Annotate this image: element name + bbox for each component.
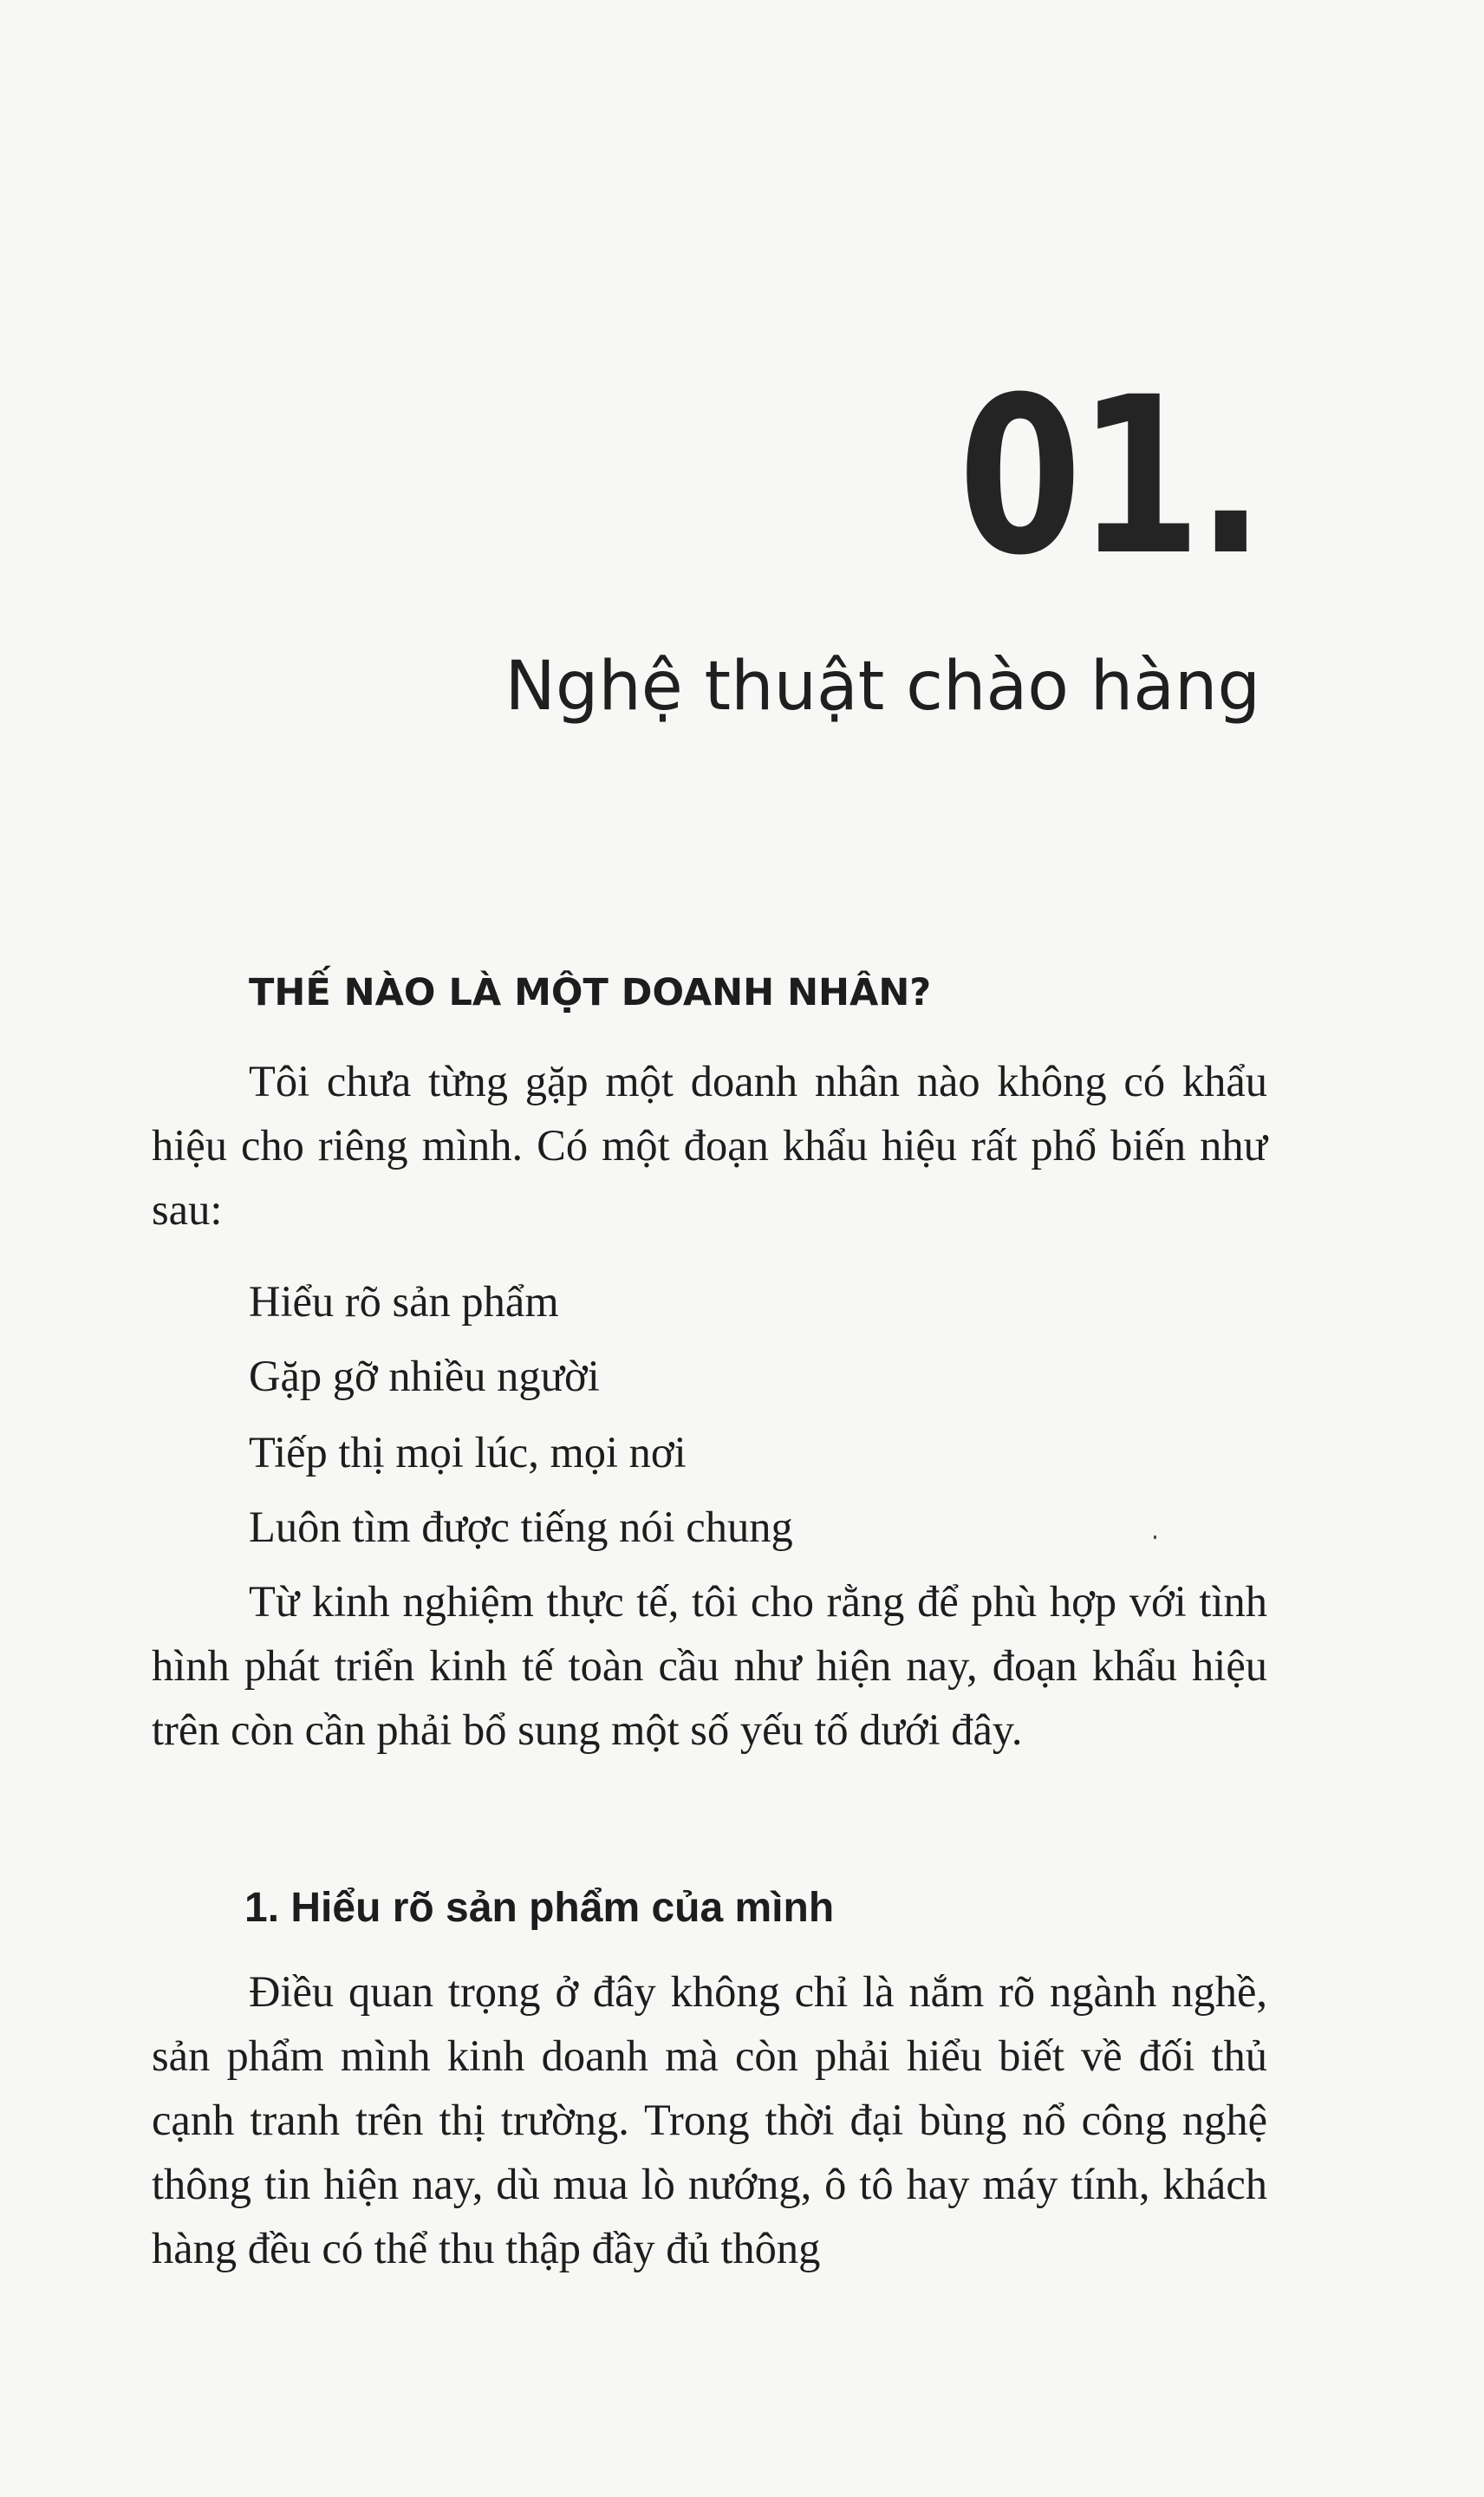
experience-paragraph: Từ kinh nghiệm thực tế, tôi cho rằng để phù hợp với tình hình phát triển kinh tế toàn cầu như hiện nay, đoạn khẩu hiệu trên còn cần phải bổ sung một số yếu tố dưới đây. — [152, 1577, 1267, 1754]
chapter-number: 01. — [958, 350, 1260, 603]
slogan-line: Gặp gỡ nhiều người — [249, 1352, 600, 1400]
slogan-line: Luôn tìm được tiếng nói chung — [249, 1503, 793, 1551]
slogan-line: Hiểu rõ sản phẩm — [249, 1277, 559, 1326]
print-speck — [1154, 1535, 1156, 1539]
chapter-title: Nghệ thuật chào hàng — [504, 648, 1260, 726]
intro-paragraph: Tôi chưa từng gặp một doanh nhân nào không có khẩu hiệu cho riêng mình. Có một đoạn khẩu hiệu rất phổ biến như sau: — [152, 1057, 1267, 1234]
section-heading: THẾ NÀO LÀ MỘT DOANH NHÂN? — [249, 971, 932, 1014]
slogan-line: Tiếp thị mọi lúc, mọi nơi — [249, 1428, 687, 1477]
subsection-paragraph: Điều quan trọng ở đây không chỉ là nắm rõ ngành nghề, sản phẩm mình kinh doanh mà còn phải hiểu biết về đối thủ cạnh tranh trên thị trường. Trong thời đại bùng nổ công nghệ thông tin hiện nay, dù mua lò nướng, ô tô hay máy tính, khách hàng đều có thể thu thập đầy đủ thông — [152, 1967, 1267, 2272]
subsection-heading: 1. Hiểu rõ sản phẩm của mình — [244, 1885, 835, 1931]
